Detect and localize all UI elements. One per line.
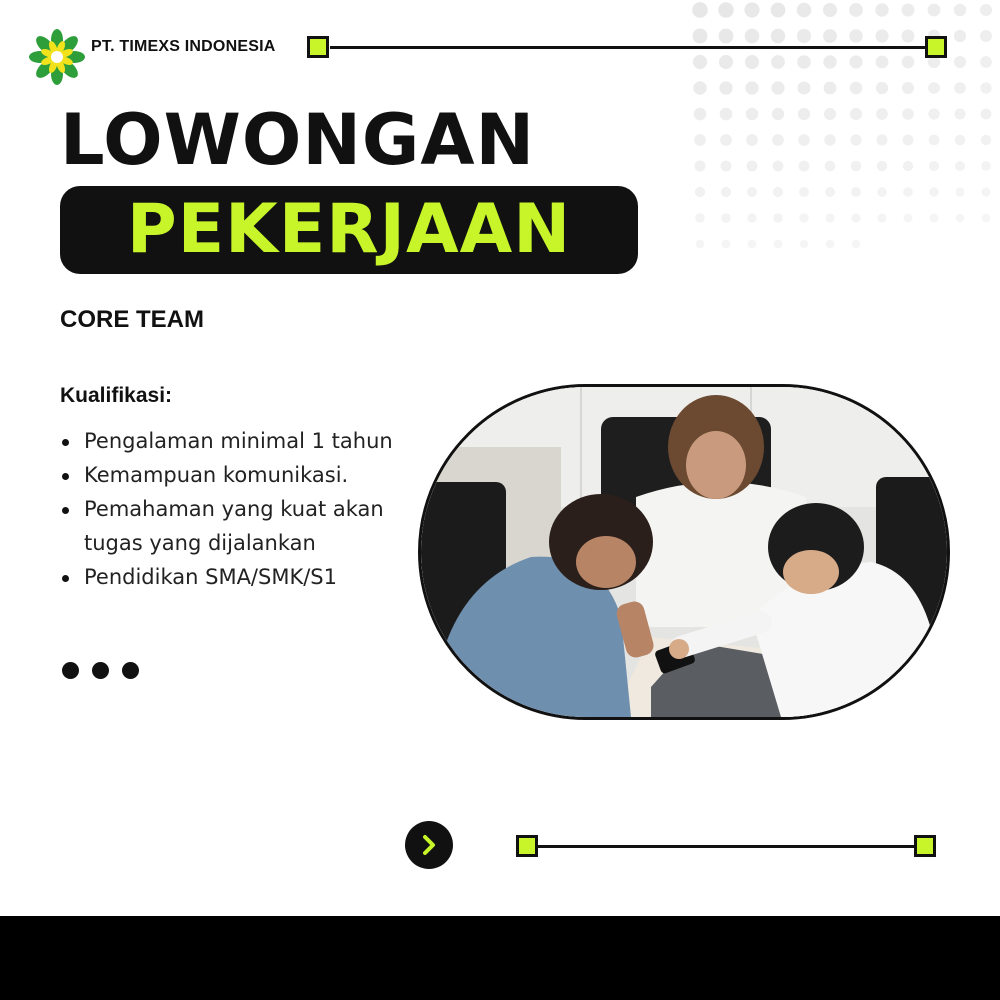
- pattern-dot: [695, 213, 705, 223]
- pattern-dot: [930, 214, 939, 223]
- pattern-dot: [694, 160, 705, 171]
- pattern-dot: [797, 55, 811, 69]
- pattern-dot: [980, 4, 992, 16]
- pattern-dot: [929, 187, 938, 196]
- pattern-dot: [929, 135, 940, 146]
- pattern-dot: [800, 240, 809, 249]
- top-connector-line: [330, 46, 938, 49]
- pattern-dot: [745, 81, 758, 94]
- pattern-dot: [719, 55, 733, 69]
- qualification-item: Pengalaman minimal 1 tahun: [60, 424, 420, 458]
- pattern-dot: [693, 29, 708, 44]
- pattern-dot: [696, 240, 705, 249]
- next-button[interactable]: [405, 821, 453, 869]
- pattern-dot: [875, 3, 888, 16]
- pattern-dot: [747, 213, 756, 222]
- bottom-connector-square-left: [516, 835, 538, 857]
- pattern-dot: [928, 108, 939, 119]
- pattern-dot: [904, 214, 913, 223]
- pattern-dot: [851, 187, 861, 197]
- pattern-dot: [850, 108, 862, 120]
- footer-band: [0, 916, 1000, 1000]
- pattern-dot: [719, 81, 732, 94]
- pattern-dot: [823, 29, 837, 43]
- pattern-dot: [902, 56, 915, 69]
- ellipsis-dot: [62, 662, 79, 679]
- pattern-dot: [852, 240, 860, 248]
- pattern-dot: [875, 29, 888, 42]
- pattern-dot: [799, 187, 809, 197]
- pattern-dot: [954, 108, 965, 119]
- pattern-dot: [825, 213, 834, 222]
- pattern-dot: [980, 82, 991, 93]
- pattern-dot: [928, 4, 941, 17]
- pattern-dot: [851, 213, 860, 222]
- pattern-dot: [695, 187, 705, 197]
- pattern-dot: [721, 187, 731, 197]
- pattern-dot: [877, 161, 887, 171]
- pattern-dot: [903, 135, 914, 146]
- pattern-dot: [955, 161, 965, 171]
- pattern-dot: [955, 135, 966, 146]
- position-title: CORE TEAM: [60, 306, 204, 333]
- headline-line-1: LOWONGAN: [60, 99, 536, 181]
- pattern-dot: [850, 134, 861, 145]
- pattern-dot: [722, 240, 731, 249]
- pattern-dot: [771, 3, 786, 18]
- pattern-dot: [771, 55, 785, 69]
- pattern-dot: [954, 82, 966, 94]
- pattern-dot: [798, 108, 810, 120]
- pattern-dot: [877, 187, 887, 197]
- pattern-dot: [824, 108, 836, 120]
- pattern-dot: [824, 134, 835, 145]
- pattern-dot: [954, 56, 966, 68]
- pattern-dot: [721, 213, 731, 223]
- pattern-dot: [825, 187, 835, 197]
- pattern-dot: [980, 30, 992, 42]
- pattern-dot: [902, 30, 915, 43]
- pattern-dot: [746, 108, 759, 121]
- pattern-dot: [746, 134, 758, 146]
- pattern-dot: [694, 134, 706, 146]
- pattern-dot: [876, 108, 888, 120]
- pattern-dot: [745, 55, 759, 69]
- pattern-dot: [851, 161, 862, 172]
- ellipsis-icon: [62, 662, 139, 680]
- pattern-dot: [824, 82, 837, 95]
- pattern-dot: [797, 3, 811, 17]
- pattern-dot: [748, 240, 757, 249]
- pattern-dot: [903, 161, 913, 171]
- pattern-dot: [901, 3, 914, 16]
- pattern-dot: [745, 29, 760, 44]
- top-connector-square-right: [925, 36, 947, 58]
- pattern-dot: [720, 134, 732, 146]
- pattern-dot: [693, 55, 707, 69]
- qualifications-list: [60, 424, 420, 594]
- pattern-dot: [799, 161, 810, 172]
- pattern-dot: [719, 29, 734, 44]
- pattern-dot: [929, 161, 939, 171]
- ellipsis-dot: [122, 662, 139, 679]
- pattern-dot: [903, 187, 913, 197]
- pattern-dot: [981, 109, 992, 120]
- qualification-item: Kemampuan komunikasi.: [60, 458, 420, 492]
- pattern-dot: [826, 240, 835, 249]
- pattern-dot: [692, 2, 708, 18]
- pattern-dot: [747, 187, 757, 197]
- pattern-dot: [823, 55, 836, 68]
- pattern-dot: [718, 2, 733, 17]
- team-meeting-photo: [418, 384, 950, 720]
- bottom-connector-square-right: [914, 835, 936, 857]
- pattern-dot: [956, 214, 965, 223]
- pattern-dot: [798, 82, 811, 95]
- pattern-dot: [955, 187, 964, 196]
- headline-line-2: PEKERJAAN: [126, 190, 572, 269]
- pattern-dot: [694, 108, 707, 121]
- pattern-dot: [902, 82, 914, 94]
- pattern-dot: [693, 81, 706, 94]
- ellipsis-dot: [92, 662, 109, 679]
- pattern-dot: [980, 56, 992, 68]
- pattern-dot: [746, 160, 757, 171]
- pattern-dot: [720, 108, 733, 121]
- pattern-dot: [981, 135, 991, 145]
- top-connector-square-left: [307, 36, 329, 58]
- company-name: PT. TIMEXS INDONESIA: [91, 38, 276, 55]
- team-meeting-illustration: [421, 387, 947, 717]
- pattern-dot: [981, 161, 991, 171]
- pattern-dot: [876, 82, 888, 94]
- pattern-dot: [876, 56, 889, 69]
- pattern-dot: [772, 134, 784, 146]
- pattern-dot: [877, 213, 886, 222]
- pattern-dot: [797, 29, 811, 43]
- pattern-dot: [825, 161, 836, 172]
- pattern-dot: [849, 29, 863, 43]
- pattern-dot: [773, 187, 783, 197]
- pattern-dot: [799, 213, 808, 222]
- pattern-dot: [744, 2, 759, 17]
- pattern-dot: [771, 81, 784, 94]
- bottom-connector-line: [528, 845, 926, 848]
- pattern-dot: [876, 134, 887, 145]
- qualification-item: Pendidikan SMA/SMK/S1: [60, 560, 420, 594]
- pattern-dot: [849, 55, 862, 68]
- qualifications-heading: Kualifikasi:: [60, 384, 173, 407]
- pattern-dot: [771, 29, 785, 43]
- chevron-right-icon: [417, 833, 441, 857]
- pattern-dot: [774, 240, 783, 249]
- pattern-dot: [850, 82, 863, 95]
- pattern-dot: [954, 30, 966, 42]
- pattern-dot: [849, 3, 863, 17]
- pattern-dot: [720, 160, 731, 171]
- pattern-dot: [773, 161, 784, 172]
- pattern-dot: [772, 108, 784, 120]
- pattern-dot: [982, 214, 990, 222]
- pattern-dot: [902, 108, 914, 120]
- pattern-dot: [773, 213, 782, 222]
- pattern-dot: [928, 82, 940, 94]
- pattern-dot: [981, 187, 990, 196]
- pattern-dot: [954, 4, 966, 16]
- pattern-dot: [798, 134, 810, 146]
- qualification-item: Pemahaman yang kuat akan tugas yang dijalankan: [60, 492, 420, 560]
- pattern-dot: [823, 3, 837, 17]
- green-star-flower-logo-icon: [28, 28, 86, 86]
